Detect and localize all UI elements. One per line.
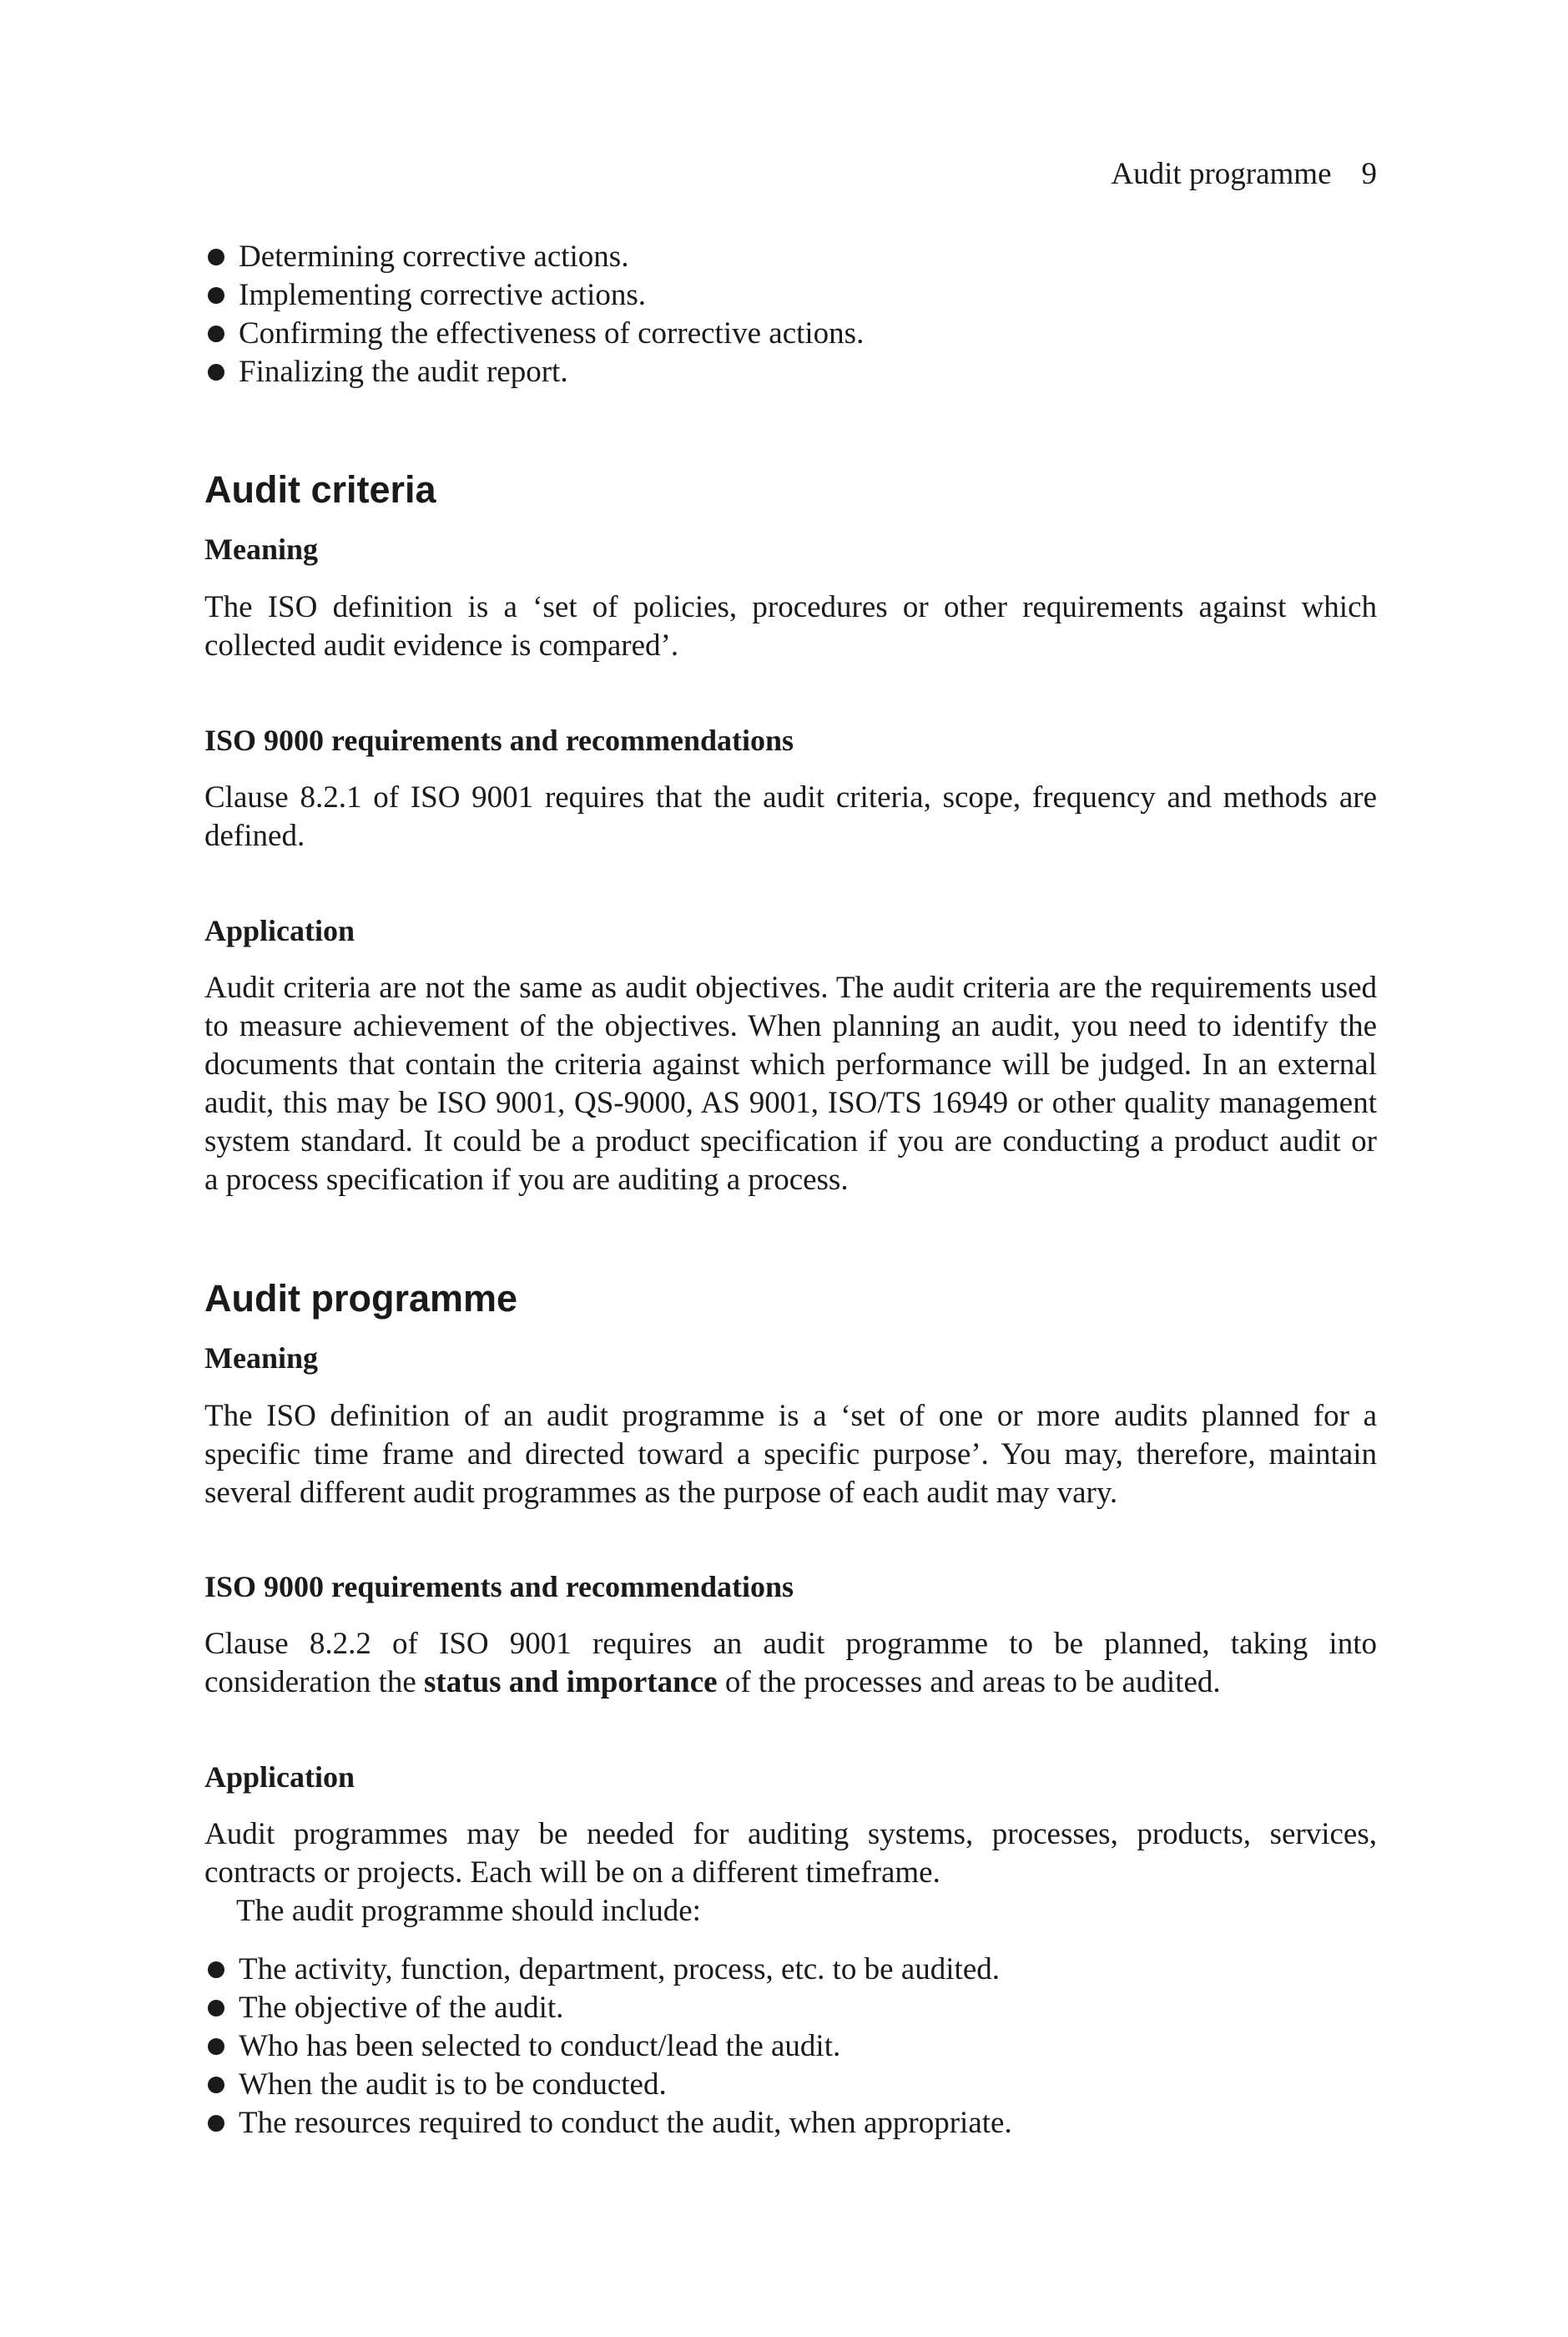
list-item: Determining corrective actions. [204,238,1377,276]
bullet-icon [208,2000,224,2016]
criteria-meaning-paragraph: The ISO definition is a ‘set of policies, procedures or other requirements against which collected audit evidence is compared’. [204,590,1377,663]
bullet-icon [208,287,224,304]
subheading-meaning: Meaning [204,1341,319,1375]
list-item: The resources required to conduct the audit, when appropriate. [204,2104,1377,2143]
list-item: The objective of the audit. [204,1989,1377,2027]
bullet-icon [208,2115,224,2132]
criteria-requirements-paragraph: Clause 8.2.1 of ISO 9001 requires that the audit criteria, scope, frequency and methods are defined. [204,780,1377,853]
top-bullet-list [204,238,1377,391]
bullet-icon [208,1961,224,1978]
emphasis-status-importance: status and importance [424,1665,718,1699]
subheading-application: Application [204,1760,355,1794]
subheading-application: Application [204,914,355,947]
subheading-iso-requirements: ISO 9000 requirements and recommendations [204,1570,794,1603]
running-header [1111,155,1377,194]
programme-bullet-list [204,1951,1377,2143]
section-heading-audit-programme: Audit programme [204,1277,518,1320]
running-title: Audit programme [1111,157,1332,191]
list-item: The activity, function, department, process, etc. to be audited. [204,1951,1377,1989]
criteria-application-paragraph: Audit criteria are not the same as audit objectives. The audit criteria are the requirements used to measure achievement of the objectives. When planning an audit, you need to identify the documents that contain the criteria against which performance will be judged. In an external audit, this may be ISO 9001, QS-9000, AS 9001, ISO/TS 16949 or other quality management system standard. It could be a product specification if you are conducting a product audit or a process specification if you are auditing a process. [204,971,1377,1197]
list-item: Finalizing the audit report. [204,353,1377,391]
subheading-meaning: Meaning [204,533,319,566]
page-number: 9 [1361,157,1377,191]
bullet-icon [208,326,224,342]
programme-requirements-paragraph: Clause 8.2.2 of ISO 9001 requires an audit programme to be planned, taking into consideration the status and importance of the processes and areas to be audited. [204,1627,1377,1699]
programme-application-paragraph: Audit programmes may be needed for auditing systems, processes, products, services, contracts or projects. Each will be on a different timeframe. The audit programme should include: [204,1815,1377,1931]
programme-meaning-paragraph: The ISO definition of an audit programme is a ‘set of one or more audits planned for a specific time frame and directed toward a specific purpose’. You may, therefore, maintain several different audit programmes as the purpose of each audit may vary. [204,1399,1377,1510]
list-item: Who has been selected to conduct/lead the audit. [204,2027,1377,2066]
section-heading-audit-criteria: Audit criteria [204,468,436,511]
list-item: When the audit is to be conducted. [204,2066,1377,2104]
subheading-iso-requirements: ISO 9000 requirements and recommendations [204,724,794,757]
list-item: Confirming the effectiveness of corrective actions. [204,315,1377,353]
bullet-icon [208,2038,224,2055]
bullet-icon [208,364,224,381]
include-intro: The audit programme should include: [236,1894,701,1928]
bullet-icon [208,2077,224,2093]
list-item: Implementing corrective actions. [204,276,1377,315]
bullet-icon [208,249,224,265]
